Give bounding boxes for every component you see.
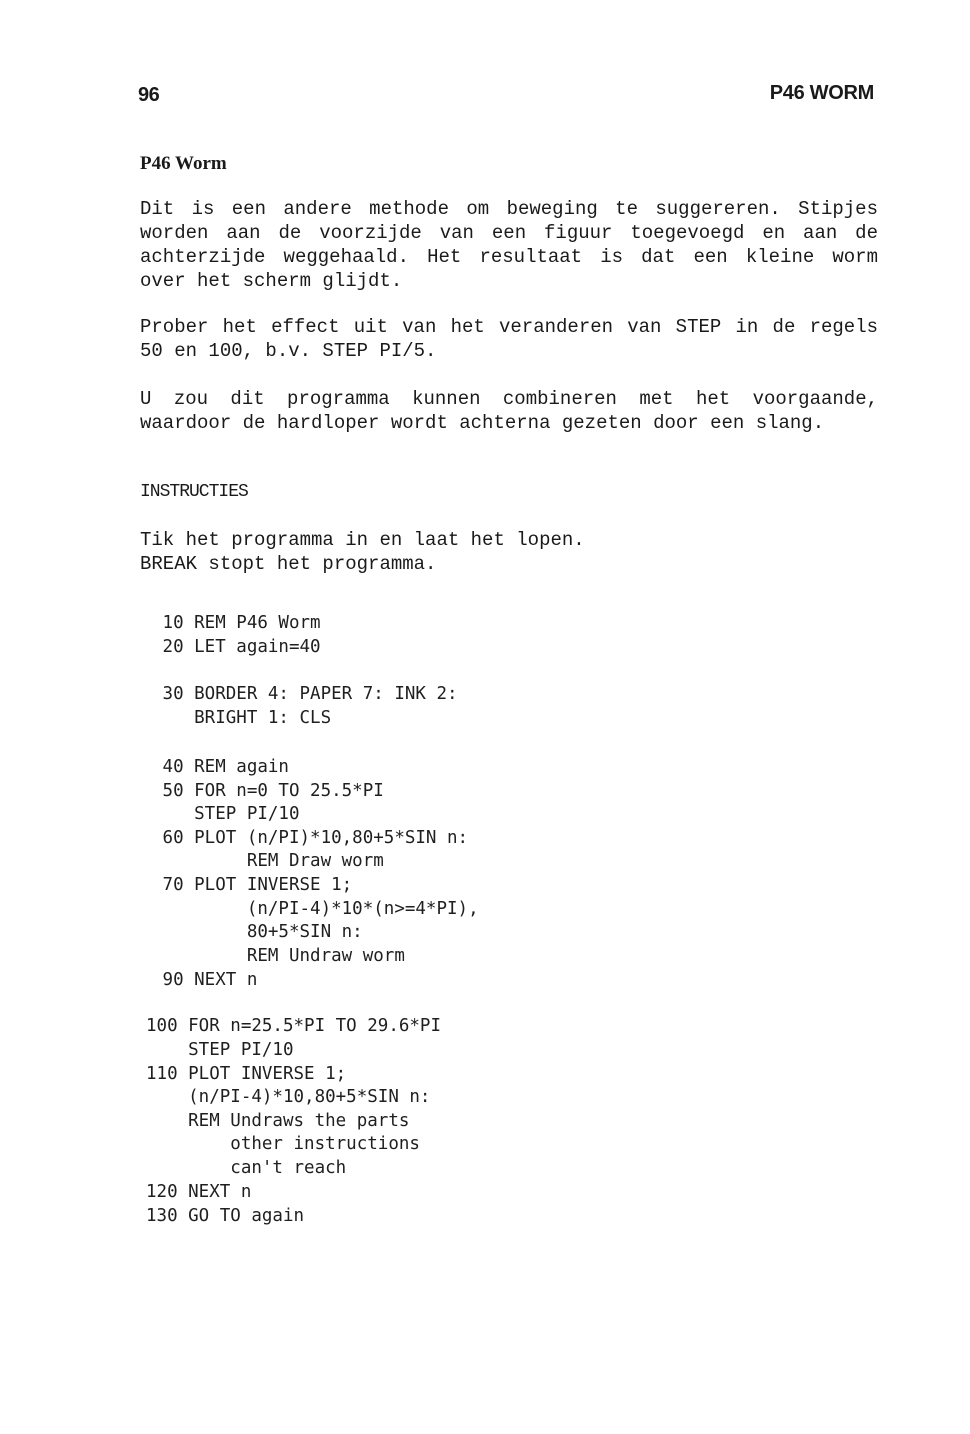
code-line: 60 PLOT (n/PI)*10,80+5*SIN n: [152, 828, 469, 848]
code-line: 110 PLOT INVERSE 1; [146, 1064, 347, 1084]
code-line: 100 FOR n=25.5*PI TO 29.6*PI [146, 1016, 442, 1036]
code-line: REM Draw worm [152, 851, 384, 871]
running-head: P46 WORM [769, 82, 874, 104]
code-line: other instructions [146, 1134, 420, 1154]
code-line: 20 LET again=40 [152, 637, 321, 657]
code-line: STEP PI/10 [152, 804, 300, 824]
code-line: 90 NEXT n [152, 970, 258, 990]
intro-paragraph: Dit is een andere methode om beweging te suggereren. Stipjes worden aan de voorzijde van een figuur toegevoegd en aan de achterzijde weggehaald. Het resultaat is dat een kleine worm over het scherm glijdt. [140, 198, 878, 292]
code-line: 80+5*SIN n: [152, 922, 363, 942]
code-line: REM Undraw worm [152, 946, 405, 966]
code-line: (n/PI-4)*10,80+5*SIN n: [146, 1087, 431, 1107]
code-line: 40 REM again [152, 757, 289, 777]
page-number: 96 [138, 84, 160, 106]
code-line: REM Undraws the parts [146, 1111, 410, 1131]
step-paragraph: Prober het effect uit van het veranderen van STEP in de regels 50 en 100, b.v. STEP PI/5. [140, 316, 878, 362]
instructions-line: BREAK stopt het programma. [140, 553, 437, 575]
code-line: (n/PI-4)*10*(n>=4*PI), [152, 899, 479, 919]
instructions-line: Tik het programma in en laat het lopen. [140, 529, 585, 551]
code-line: STEP PI/10 [146, 1040, 294, 1060]
code-line: 70 PLOT INVERSE 1; [152, 875, 353, 895]
instructions-heading: INSTRUCTIES [140, 482, 248, 502]
code-line: can't reach [146, 1158, 347, 1178]
code-line: 50 FOR n=0 TO 25.5*PI [152, 781, 384, 801]
program-title: P46 Worm [140, 153, 227, 174]
code-line: BRIGHT 1: CLS [152, 708, 332, 728]
code-line: 10 REM P46 Worm [152, 613, 321, 633]
code-line: 30 BORDER 4: PAPER 7: INK 2: [152, 684, 458, 704]
code-line: 130 GO TO again [146, 1206, 305, 1226]
combine-paragraph: U zou dit programma kunnen combineren met het voorgaande, waardoor de hardloper wordt achterna gezeten door een slang. [140, 388, 878, 434]
code-line: 120 NEXT n [146, 1182, 252, 1202]
